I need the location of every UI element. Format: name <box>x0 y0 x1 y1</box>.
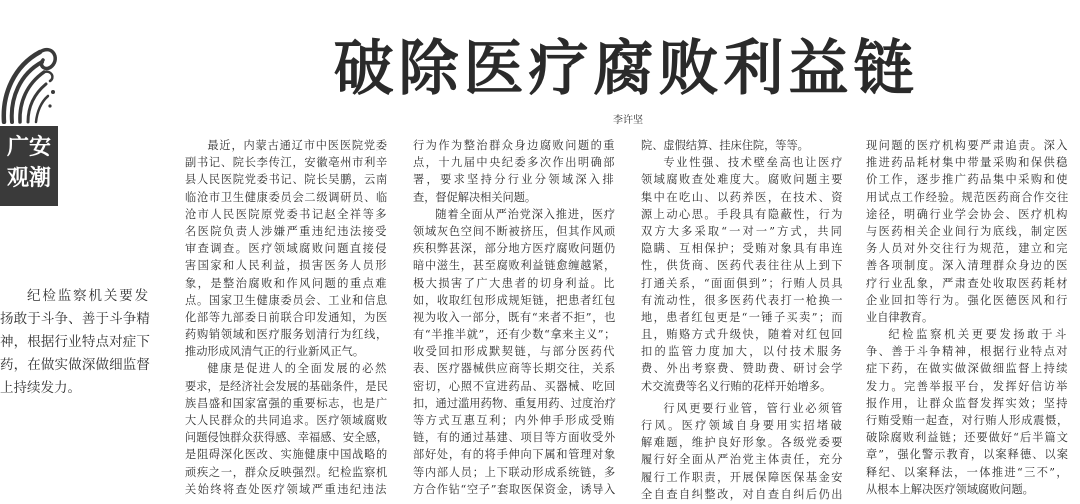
pull-quote-line: 扬敢于斗争、善于斗争精 <box>0 311 150 327</box>
text-line: 疗行业乱象，严肃查处收取医药耗材 <box>866 276 1069 290</box>
paragraph <box>413 137 616 206</box>
text-line: 署，要求坚持分行业分领域深入排 <box>413 173 616 187</box>
text-line: 打通关系，“面面俱到”；行贿人员具 <box>641 276 844 290</box>
text-line: 副书记、院长李传江，安徽亳州市利辛 <box>185 156 388 170</box>
paragraph <box>641 400 844 503</box>
text-line: 要求，是经济社会发展的基础条件，是民 <box>185 379 388 393</box>
pull-quote-line: 纪检监察机关要发 <box>27 288 150 304</box>
text-line: 争、善于斗争精神，根据行业特点对 <box>866 345 1069 359</box>
text-line: 大人民群众的共同追求。医疗领域腐败 <box>185 414 388 427</box>
text-line: 顽疾之一，群众反映强烈。纪检监察机 <box>185 465 388 479</box>
article-title: 破除医疗腐败利益链 <box>333 34 919 104</box>
text-line: 源上动心思。手段具有隐蔽性，行为 <box>641 207 844 221</box>
text-line: 如，收取红包形成规矩链，把患者红包 <box>413 293 616 307</box>
text-line: 纪检监察机关更要发扬敢于斗 <box>888 328 1069 342</box>
column-badge-line-2: 观潮 <box>6 165 51 191</box>
pull-quote <box>0 285 150 400</box>
text-line: 疾积弊甚深，部分地方医疗腐败问题仍 <box>413 242 616 256</box>
text-line: 企业回扣等行为。强化医德医风和行 <box>866 293 1069 307</box>
text-line: 临沧市卫生健康委员会二级调研员、临 <box>185 190 388 204</box>
text-line: 名医院负责人涉嫌严重违纪违法接受 <box>185 224 388 238</box>
text-line: 且，贿赂方式升级快，随着对红包回 <box>641 328 844 342</box>
text-line: 关始终将查处医疗领域严重违纪违法 <box>185 482 388 496</box>
text-line: 推动形成风清气正的行业新风正气。 <box>185 345 365 359</box>
text-line: 善各项制度。深入清理群众身边的医 <box>866 259 1069 273</box>
text-line: 术交流费等名义行贿的花样开始增多。 <box>641 379 832 393</box>
text-line: 从根本上解决医疗领域腐败问题。 <box>866 482 1034 496</box>
text-line: 行贿受贿一起查，对行贿人形成震慑， <box>866 414 1069 427</box>
text-line: 视为收入一部分，既有“来者不拒”，也 <box>413 310 616 324</box>
wave-curl-icon <box>0 36 58 124</box>
article-column <box>413 137 616 498</box>
article-column <box>185 137 388 498</box>
text-line: 有流动性，很多医药代表打一枪换一 <box>641 293 844 307</box>
text-line: 报作用，让群众监督发挥实效；坚持 <box>866 396 1069 410</box>
text-line: 化部等九部委日前联合印发通知，为医 <box>185 310 388 324</box>
text-line: 害国家和人民利益，损害医务人员形 <box>185 259 388 273</box>
paragraph <box>641 137 844 154</box>
column-badge <box>0 126 58 206</box>
text-line: 点，十九届中央纪委多次作出明确部 <box>413 156 616 170</box>
text-line: 业自律教育。 <box>866 310 934 324</box>
text-line: 行风。医疗领域自身要用实招堵破 <box>641 419 844 432</box>
paragraph <box>413 206 616 498</box>
text-line: 等方式互惠互利；内外伸手形成受贿 <box>413 414 616 427</box>
text-line: 章”，强化警示教育，以案释德、以案 <box>866 448 1069 462</box>
text-line: 有“半推半就”，还有少数“拿来主义”； <box>413 328 616 342</box>
text-line: 地，患者红包更是“一锤子买卖”；而 <box>641 310 844 324</box>
paragraph <box>866 137 1069 326</box>
text-line: 现问题的医疗机构要严肃追责。深入 <box>866 139 1069 152</box>
text-line: 随着全面从严治党深入推进，医疗 <box>435 207 616 221</box>
text-line: 费、外出考察费、赞助费、研讨会学 <box>641 362 844 376</box>
text-line: 是阻碍深化医改、实施健康中国战略的 <box>185 448 388 462</box>
pull-quote-line: 药，在做实做深做细监督 <box>0 357 150 373</box>
text-line: 象，是整治腐败和作风问题的重点难 <box>185 276 388 290</box>
text-line: 点。国家卫生健康委员会、工业和信息 <box>185 293 388 307</box>
text-line: 症下药，在做实做深做细监督上持续 <box>866 362 1069 376</box>
text-line: 集中在吃山、以药养医，在技术、资 <box>641 190 844 204</box>
text-line: 链，有的通过基建、项目等方面收受外 <box>413 431 616 445</box>
text-line: 县人民医院党委书记、院长吴鹏，云南 <box>185 173 388 187</box>
pull-quote-line: 上持续发力。 <box>0 380 81 396</box>
text-line: 与医药相关企业间行为底线，制定医 <box>866 224 1069 238</box>
text-line: 等内部人员；上下联动形成系统链，多 <box>413 465 616 479</box>
text-line: 扣的监管力度加大，以付技术服务 <box>641 345 844 359</box>
text-line: 解难题，维护良好形象。各级党委要 <box>641 436 844 450</box>
text-line: 履行好全面从严治党主体责任，充分 <box>641 453 844 467</box>
pull-quote-line: 神，根据行业特点对症下 <box>0 334 150 350</box>
column-badge-line-1: 广安 <box>6 134 51 160</box>
text-line: 健康是促进人的全面发展的必然 <box>207 362 388 376</box>
text-line: 密切，心照不宣进药品、买器械、吃回 <box>413 379 616 393</box>
text-line: 药购销领域和医疗服务划清行为红线， <box>185 328 388 342</box>
text-line: 暗中滋生，甚至腐败利益链愈缠越紧， <box>413 259 616 273</box>
text-line: 极大损害了广大患者的切身利益。比 <box>413 276 616 290</box>
author-byline: 李许坚 <box>613 115 643 126</box>
text-line: 方合作钻“空子”套取医保资金，诱导入 <box>413 482 616 496</box>
text-line: 行风更要行业管，管行业必须管 <box>663 401 844 415</box>
text-line: 领域腐败查处难度大。腐败问题主要 <box>641 173 844 187</box>
text-line: 审查调查。医疗领域腐败问题直接侵 <box>185 242 388 256</box>
text-line: 行为作为整治群众身边腐败问题的重 <box>413 139 616 152</box>
paragraph <box>185 360 388 498</box>
text-line: 途径，明确行业学会协会、医疗机构 <box>866 207 1069 221</box>
text-line: 性，供货商、医药代表往往从上到下 <box>641 259 844 273</box>
text-line: 履行工作职责，开展保障医保基金安 <box>641 470 844 484</box>
text-line: 隐瞒、互相保护；受贿对象具有串连 <box>641 242 844 256</box>
text-line: 双方大多采取“一对一”方式，共同 <box>641 224 844 238</box>
text-line: 全自查自纠整改，对自查自纠后仍出 <box>641 487 844 501</box>
text-line: 沧市人民医院原党委书记赵全祥等多 <box>185 207 388 221</box>
text-line: 表、医疗器械供应商等长期交往，关系 <box>413 362 616 376</box>
text-line: 用试点工作经验。规范医药商合作交往 <box>866 190 1069 204</box>
text-line: 部好处，有的将手伸向下属和管理对象 <box>413 448 616 462</box>
paragraph <box>866 326 1069 498</box>
text-line: 族昌盛和国家富强的重要标志，也是广 <box>185 396 388 410</box>
text-line: 专业性强、技术壁垒高也让医疗 <box>663 156 844 170</box>
article-column <box>866 137 1069 498</box>
text-line: 问题侵蚀群众获得感、幸福感、安全感， <box>185 431 388 445</box>
text-line: 破除腐败利益链；还要做好“后半篇文 <box>866 431 1069 445</box>
text-line: 扣，通过滥用药物、重复用药、过度治疗 <box>413 396 616 410</box>
text-line: 查，督促解决相关问题。 <box>413 190 537 204</box>
text-line: 价工作，逐步推广药品集中采购和使 <box>866 173 1069 187</box>
text-line: 务人员对外交往行为规范，建立和完 <box>866 242 1069 256</box>
text-line: 发力。完善举报平台，发挥好信访举 <box>866 379 1069 393</box>
text-line: 最近，内蒙古通辽市中医医院党委 <box>207 139 388 152</box>
text-line: 院、虚假结算、挂床住院，等等。 <box>641 139 809 152</box>
article-column <box>641 137 844 503</box>
paragraph <box>641 154 844 395</box>
text-line: 领域灰色空间不断被挤压，但其作风顽 <box>413 224 616 238</box>
text-line: 释纪、以案释法，一体推进“三不”， <box>866 465 1069 479</box>
text-line: 收受回扣形成默契链，与部分医药代 <box>413 345 616 359</box>
text-line: 推进药品耗材集中带量采购和保供稳 <box>866 156 1069 170</box>
paragraph <box>185 137 388 360</box>
